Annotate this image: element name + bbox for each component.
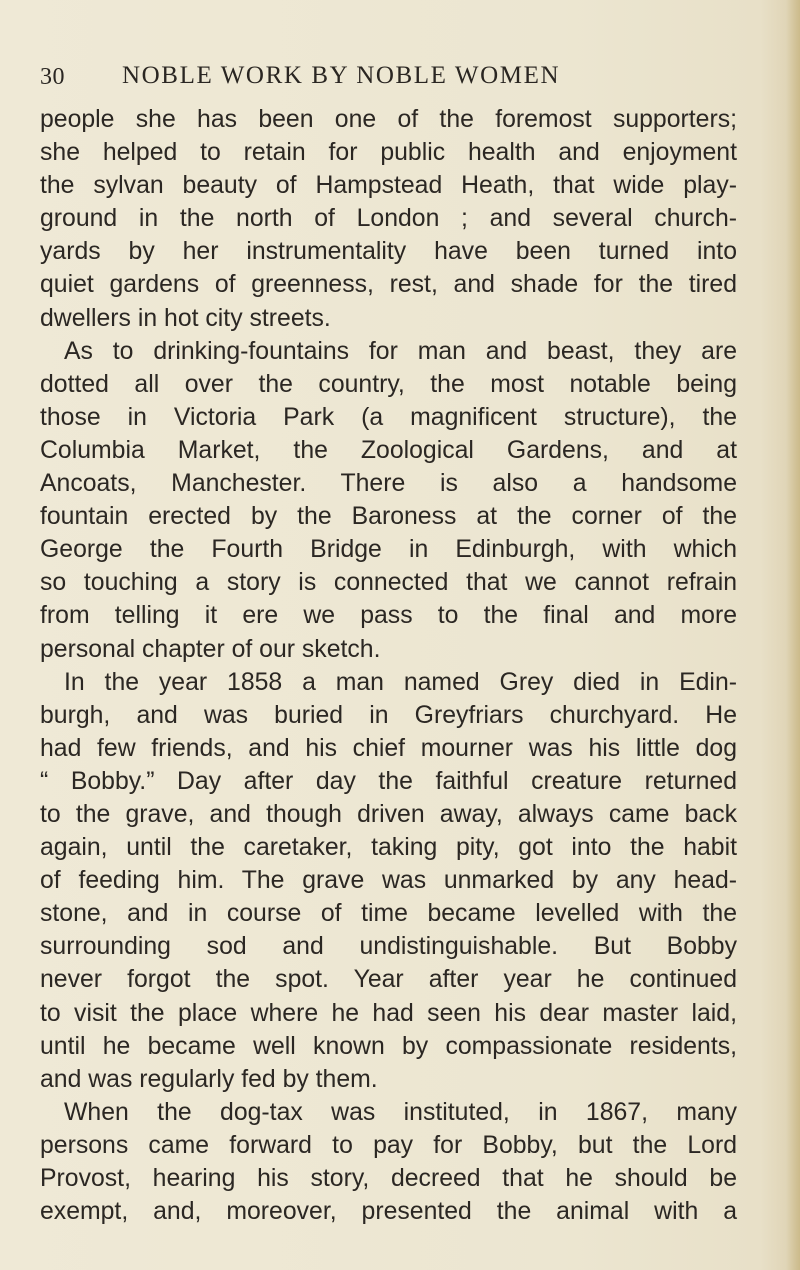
- text-line: stone, and in course of time became levelled with the: [40, 900, 737, 928]
- text-line: quiet gardens of greenness, rest, and shade for the tired: [40, 271, 737, 299]
- text-line: to visit the place where he had seen his dear master laid,: [40, 999, 737, 1027]
- text-line: “ Bobby.” Day after day the faithful creature returned: [40, 767, 737, 795]
- text-line: surrounding sod and undistinguishable. But Bobby: [40, 933, 737, 961]
- text-line: persons came forward to pay for Bobby, but the Lord: [40, 1131, 737, 1159]
- text-line: the sylvan beauty of Hampstead Heath, that wide play-: [40, 172, 737, 200]
- text-line: of feeding him. The grave was unmarked by any head-: [40, 867, 737, 895]
- running-title: NOBLE WORK BY NOBLE WOMEN: [122, 62, 561, 89]
- text-line: again, until the caretaker, taking pity, got into the habit: [40, 834, 737, 862]
- text-line: In the year 1858 a man named Grey died in Edin-: [64, 668, 737, 696]
- text-line: those in Victoria Park (a magnificent structure), the: [40, 403, 737, 431]
- text-line: dotted all over the country, the most notable being: [40, 370, 737, 398]
- text-line: When the dog-tax was instituted, in 1867, many: [64, 1098, 737, 1126]
- page-number: 30: [40, 64, 65, 90]
- text-line: Columbia Market, the Zoological Gardens, and at: [40, 436, 737, 464]
- text-line: exempt, and, moreover, presented the animal with a: [40, 1198, 737, 1226]
- text-line: to the grave, and though driven away, always came back: [40, 800, 737, 828]
- text-line: Provost, hearing his story, decreed that he should be: [40, 1165, 737, 1192]
- text-line: from telling it ere we pass to the final and more: [40, 602, 737, 630]
- text-line: had few friends, and his chief mourner was his little dog: [40, 734, 737, 762]
- text-line: and was regularly fed by them.: [40, 1065, 378, 1093]
- text-line: burgh, and was buried in Greyfriars churchyard. He: [40, 701, 737, 729]
- page-edge-shadow: [786, 0, 800, 1270]
- text-line: she helped to retain for public health and enjoyment: [40, 139, 737, 167]
- text-line: people she has been one of the foremost supporters;: [40, 106, 737, 133]
- running-head: [40, 62, 740, 96]
- text-line: dwellers in hot city streets.: [40, 304, 331, 332]
- text-line: yards by her instrumentality have been turned into: [40, 238, 737, 266]
- text-line: personal chapter of our sketch.: [40, 635, 381, 663]
- text-line: so touching a story is connected that we cannot refrain: [40, 569, 737, 597]
- text-line: George the Fourth Bridge in Edinburgh, with which: [40, 536, 737, 564]
- text-line: until he became well known by compassionate residents,: [40, 1032, 737, 1060]
- body-text: [40, 103, 737, 1228]
- text-line: ground in the north of London ; and several church-: [40, 205, 737, 233]
- text-line: fountain erected by the Baroness at the corner of the: [40, 503, 737, 531]
- text-line: never forgot the spot. Year after year he continued: [40, 966, 737, 994]
- text-line: As to drinking-fountains for man and beast, they are: [64, 337, 737, 365]
- text-line: Ancoats, Manchester. There is also a handsome: [40, 470, 737, 498]
